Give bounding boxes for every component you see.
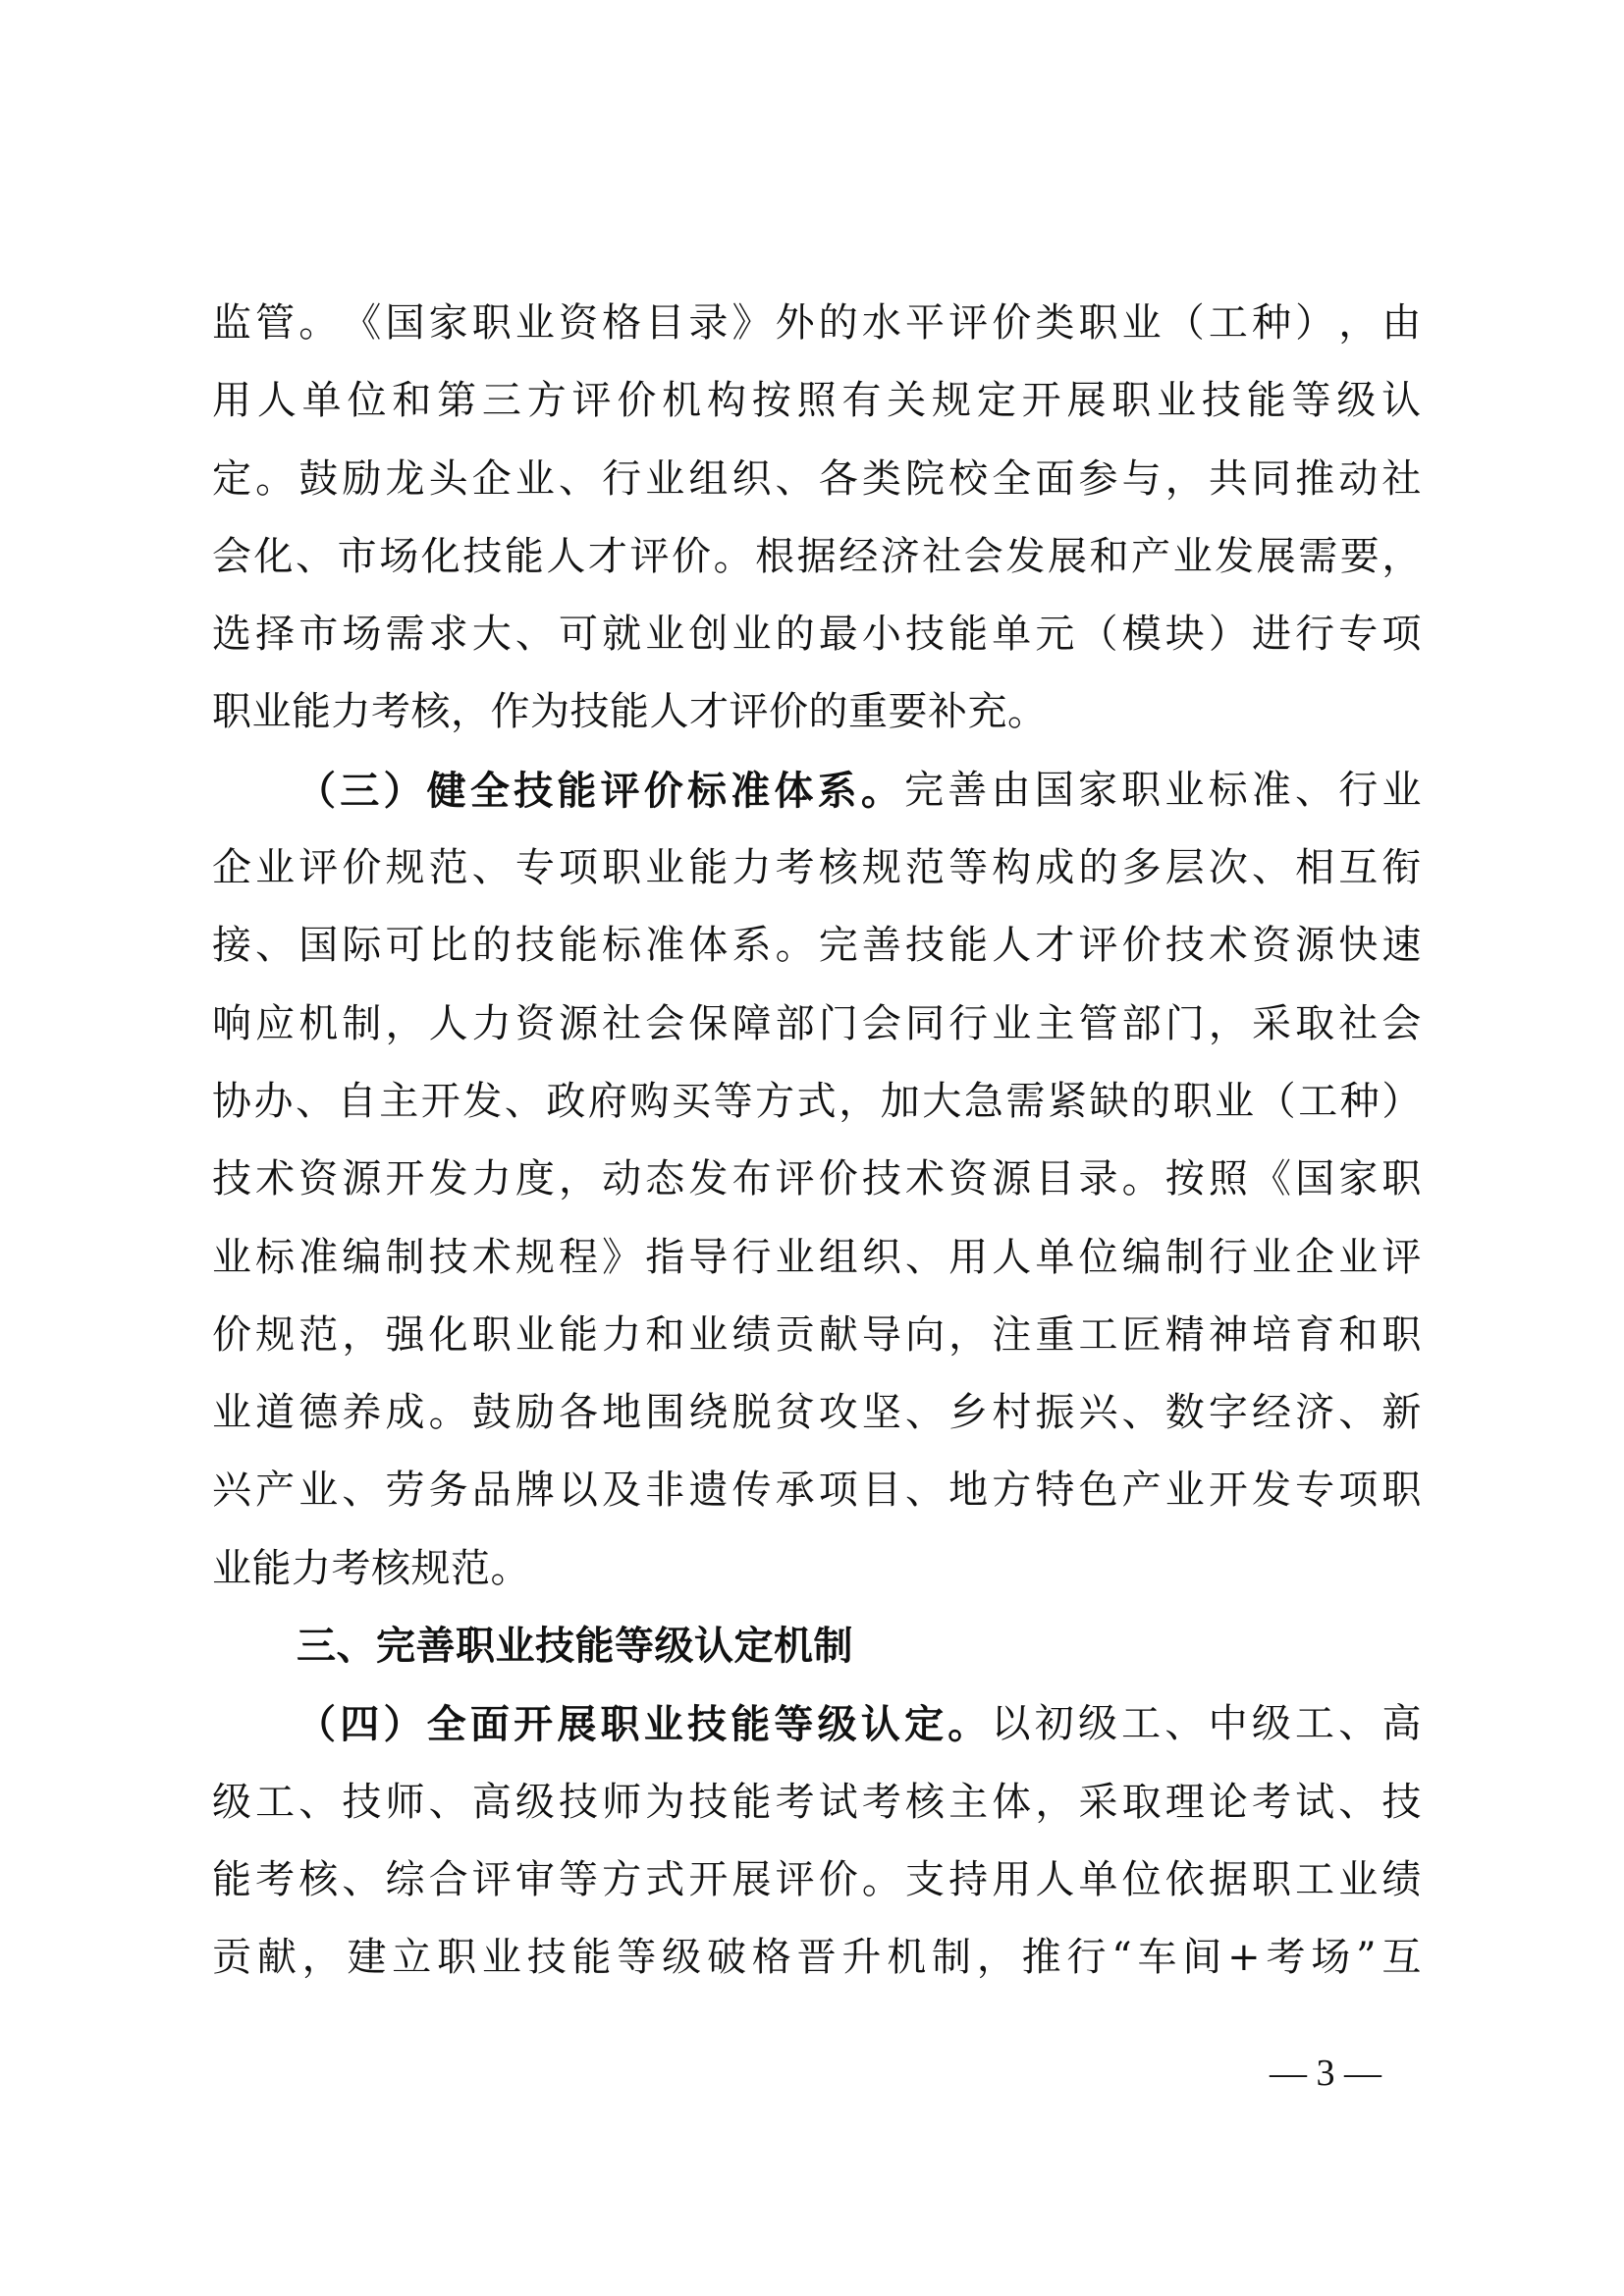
text-line: 兴 产 业 、 劳 务 品 牌 以 及 非 遗 传 承 项 目 、 地 方 特 色 产 业 开 发 专 项 职	[212, 1468, 1422, 1514]
page-number: — 3 —	[1270, 2053, 1381, 2094]
text-line: 选 择 市 场 需 求 大 、 可 就 业 创 业 的 最 小 技 能 单 元 （ 模 块 ） 进 行 专 项	[212, 612, 1422, 658]
text-line: 价 规 范 ， 强 化 职 业 能 力 和 业 绩 贡 献 导 向 ， 注 重 工 匠 精 神 培 育 和 职	[212, 1311, 1422, 1358]
document-body	[212, 285, 1422, 1998]
text-line: 贡 献 ， 建 立 职 业 技 能 等 级 破 格 晋 升 机 制 ， 推 行 “ 车 间 + 考 场 ” 互	[212, 1935, 1422, 1981]
text-line: 响 应 机 制 ， 人 力 资 源 社 会 保 障 部 门 会 同 行 业 主 管 部 门 ， 采 取 社 会	[212, 1000, 1422, 1046]
text-line: 接 、 国 际 可 比 的 技 能 标 准 体 系 。 完 善 技 能 人 才 评 价 技 术 资 源 快 速	[212, 923, 1422, 969]
text-line: 业 标 准 编 制 技 术 规 程 》 指 导 行 业 组 织 、 用 人 单 位 编 制 行 业 企 业 评	[212, 1234, 1422, 1280]
text-line: 技 术 资 源 开 发 力 度 ， 动 态 发 布 评 价 技 术 资 源 目 录 。 按 照 《 国 家 职	[212, 1156, 1422, 1202]
text-line: 协 办 、 自 主 开 发 、 政 府 购 买 等 方 式 ， 加 大 急 需 紧 缺 的 职 业 （ 工 种 ）	[212, 1078, 1422, 1124]
text-line: 会 化 、 市 场 化 技 能 人 才 评 价 。 根 据 经 济 社 会 发 展 和 产 业 发 展 需 要 ，	[212, 533, 1422, 579]
section-heading: 三 、 完 善 职 业 技 能 等 级 认 定 机 制	[297, 1624, 853, 1670]
text-line: 业 道 德 养 成 。 鼓 励 各 地 围 绕 脱 贫 攻 坚 、 乡 村 振 兴 、 数 字 经 济 、 新	[212, 1390, 1422, 1436]
text-line: 能 考 核 、 综 合 评 审 等 方 式 开 展 评 价 。 支 持 用 人 单 位 依 据 职 工 业 绩	[212, 1856, 1422, 1902]
text-line: 定 。 鼓 励 龙 头 企 业 、 行 业 组 织 、 各 类 院 校 全 面 参 与 ， 共 同 推 动 社	[212, 455, 1422, 502]
text-line: 级 工 、 技 师 、 高 级 技 师 为 技 能 考 试 考 核 主 体 ， 采 取 理 论 考 试 、 技	[212, 1779, 1422, 1825]
text-line: 企 业 评 价 规 范 、 专 项 职 业 能 力 考 核 规 范 等 构 成 的 多 层 次 、 相 互 衔	[212, 845, 1422, 891]
text-line: 用 人 单 位 和 第 三 方 评 价 机 构 按 照 有 关 规 定 开 展 职 业 技 能 等 级 认	[212, 378, 1422, 424]
text-line: 监 管 。 《 国 家 职 业 资 格 目 录 》 外 的 水 平 评 价 类 职 业 （ 工 种 ） ， 由	[212, 300, 1422, 346]
text-line: 职 业 能 力 考 核 ， 作 为 技 能 人 才 评 价 的 重 要 补 充 。	[212, 689, 1048, 735]
text-line: （ 四 ） 全 面 开 展 职 业 技 能 等 级 认 定 。 以 初 级 工 、 中 级 工 、 高	[297, 1701, 1422, 1748]
text-line: （ 三 ） 健 全 技 能 评 价 标 准 体 系 。 完 善 由 国 家 职 业 标 准 、 行 业	[297, 767, 1422, 814]
text-line: 业 能 力 考 核 规 范 。	[212, 1545, 530, 1591]
